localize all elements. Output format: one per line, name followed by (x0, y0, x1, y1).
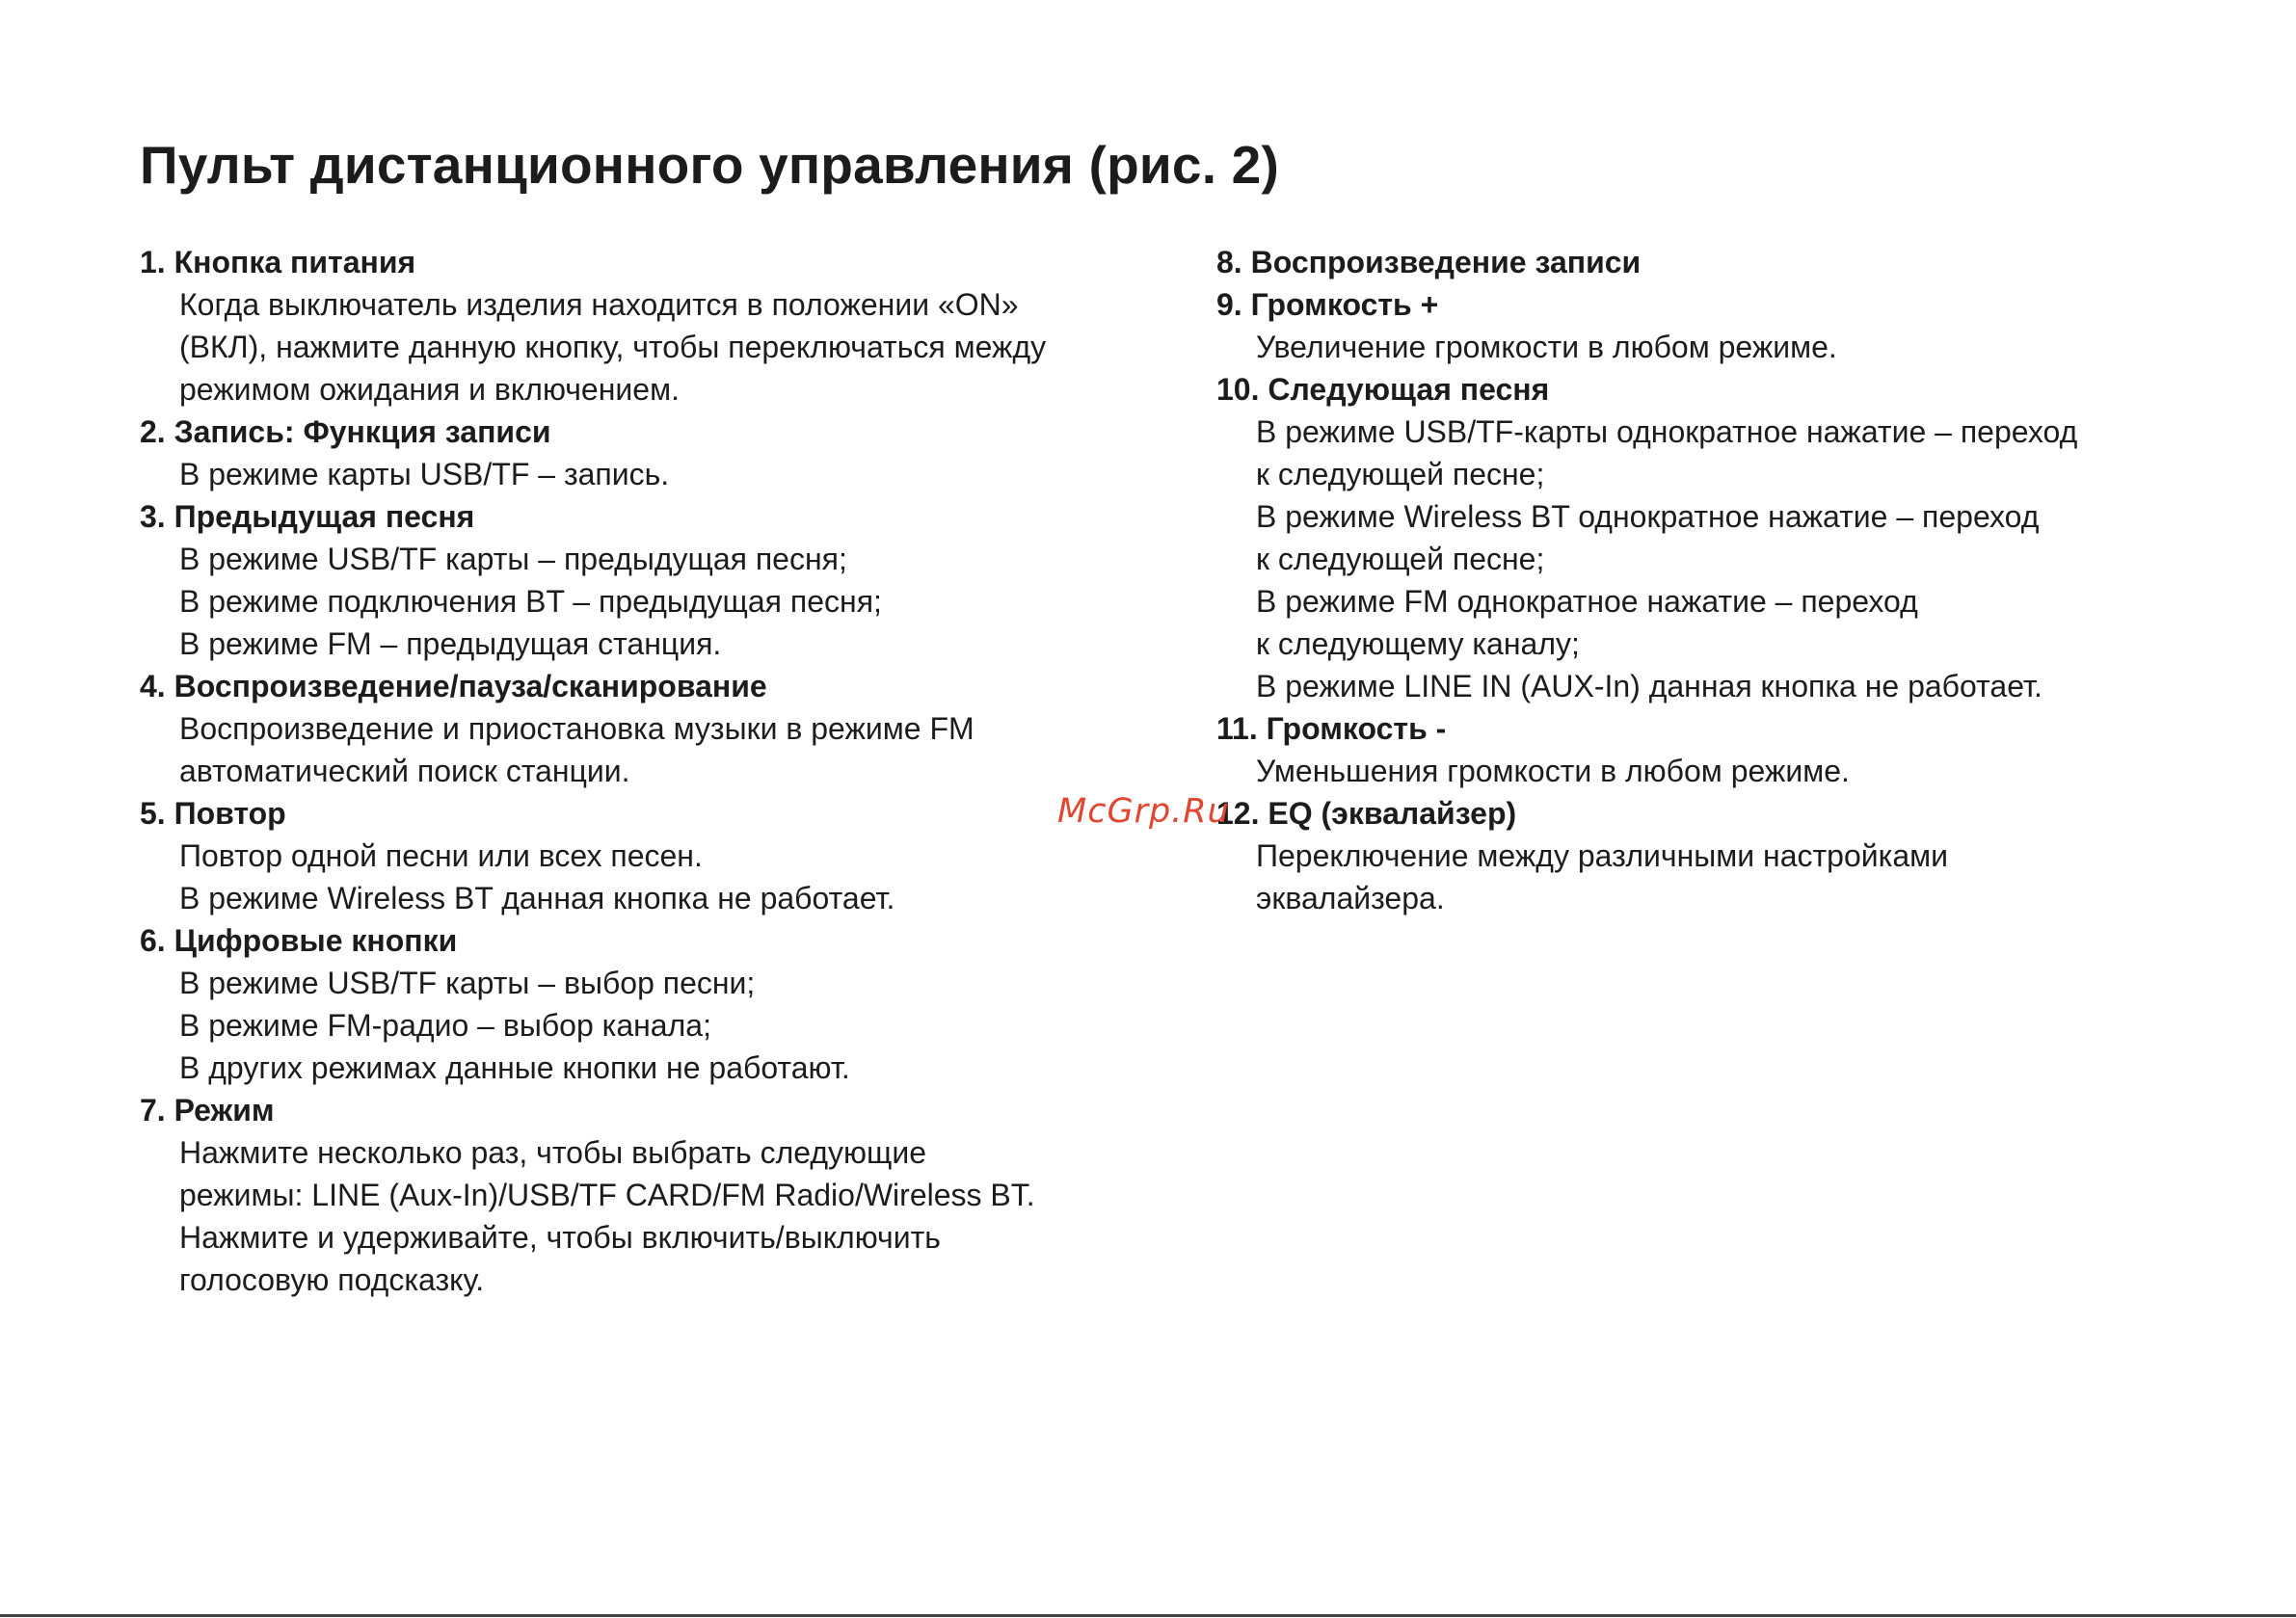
list-item (140, 1089, 1104, 1301)
item-description-line: Переключение между различными настройками (1256, 838, 1948, 873)
item-description-line: Повтор одной песни или всех песен. (179, 838, 703, 873)
item-description-line: автоматический поиск станции. (179, 754, 630, 788)
item-description-line: В режиме FM-радио – выбор канала; (179, 1008, 711, 1043)
item-heading: 8. Воспроизведение записи (1216, 245, 1642, 279)
list-item (140, 241, 1104, 411)
item-description-line: Нажмите несколько раз, чтобы выбрать следующие (179, 1135, 927, 1170)
item-description-line: В режиме USB/TF карты – предыдущая песня; (179, 542, 847, 576)
item-heading: 9. Громкость + (1216, 287, 1439, 322)
list-item (140, 919, 1104, 1089)
item-description-line: Увеличение громкости в любом режиме. (1256, 330, 1837, 364)
list-item (1216, 283, 2180, 368)
item-heading: 4. Воспроизведение/пауза/сканирование (140, 669, 767, 703)
page-title: Пульт дистанционного управления (рис. 2) (140, 135, 1279, 195)
bottom-divider (0, 1614, 2296, 1617)
item-description-line: В режиме FM – предыдущая станция. (179, 626, 722, 661)
list-item (1216, 368, 2180, 707)
list-item (1216, 792, 2180, 919)
right-column (1216, 241, 2180, 919)
list-item (140, 495, 1104, 665)
list-item (140, 665, 1104, 792)
item-heading: 2. Запись: Функция записи (140, 414, 551, 449)
left-column (140, 241, 1104, 1301)
item-description-line: к следующей песне; (1256, 542, 1545, 576)
item-description-line: В режиме подключения BT – предыдущая песня; (179, 584, 882, 619)
item-description-line: Когда выключатель изделия находится в положении «ON» (179, 287, 1019, 322)
item-heading: 6. Цифровые кнопки (140, 923, 458, 958)
item-description-line: В режиме USB/TF-карты однократное нажатие – переход (1256, 414, 2078, 449)
item-heading: 11. Громкость - (1216, 711, 1447, 746)
item-description-line: режимом ожидания и включением. (179, 372, 680, 407)
item-description-line: голосовую подсказку. (179, 1262, 485, 1297)
item-description-line: к следующей песне; (1256, 457, 1545, 491)
list-item (1216, 707, 2180, 792)
item-description-line: эквалайзера. (1256, 881, 1445, 915)
list-item (1216, 241, 2180, 283)
item-description-line: к следующему каналу; (1256, 626, 1580, 661)
list-item (140, 411, 1104, 495)
item-description-line: (ВКЛ), нажмите данную кнопку, чтобы переключаться между (179, 330, 1047, 364)
item-heading: 7. Режим (140, 1093, 275, 1127)
item-heading: 10. Следующая песня (1216, 372, 1550, 407)
item-description-line: В режиме USB/TF карты – выбор песни; (179, 966, 756, 1000)
item-description-line: Уменьшения громкости в любом режиме. (1256, 754, 1850, 788)
item-description-line: Воспроизведение и приостановка музыки в режиме FM (179, 711, 974, 746)
item-description-line: Нажмите и удерживайте, чтобы включить/выключить (179, 1220, 941, 1255)
item-description-line: В режиме LINE IN (AUX-In) данная кнопка не работает. (1256, 669, 2042, 703)
item-heading: 3. Предыдущая песня (140, 499, 475, 534)
item-description-line: В режиме FM однократное нажатие – переход (1256, 584, 1918, 619)
item-heading: 5. Повтор (140, 796, 286, 831)
list-item (140, 792, 1104, 919)
watermark: McGrp.Ru (1057, 792, 1230, 831)
item-description-line: режимы: LINE (Aux-In)/USB/TF CARD/FM Radio/Wireless BT. (179, 1178, 1035, 1212)
item-heading: 1. Кнопка питания (140, 245, 416, 279)
item-description-line: В режиме Wireless BT данная кнопка не работает. (179, 881, 895, 915)
item-description-line: В режиме карты USB/TF – запись. (179, 457, 670, 491)
item-heading: 12. EQ (эквалайзер) (1216, 796, 1517, 831)
item-description-line: В других режимах данные кнопки не работают. (179, 1050, 850, 1085)
item-description-line: В режиме Wireless BT однократное нажатие – переход (1256, 499, 2040, 534)
